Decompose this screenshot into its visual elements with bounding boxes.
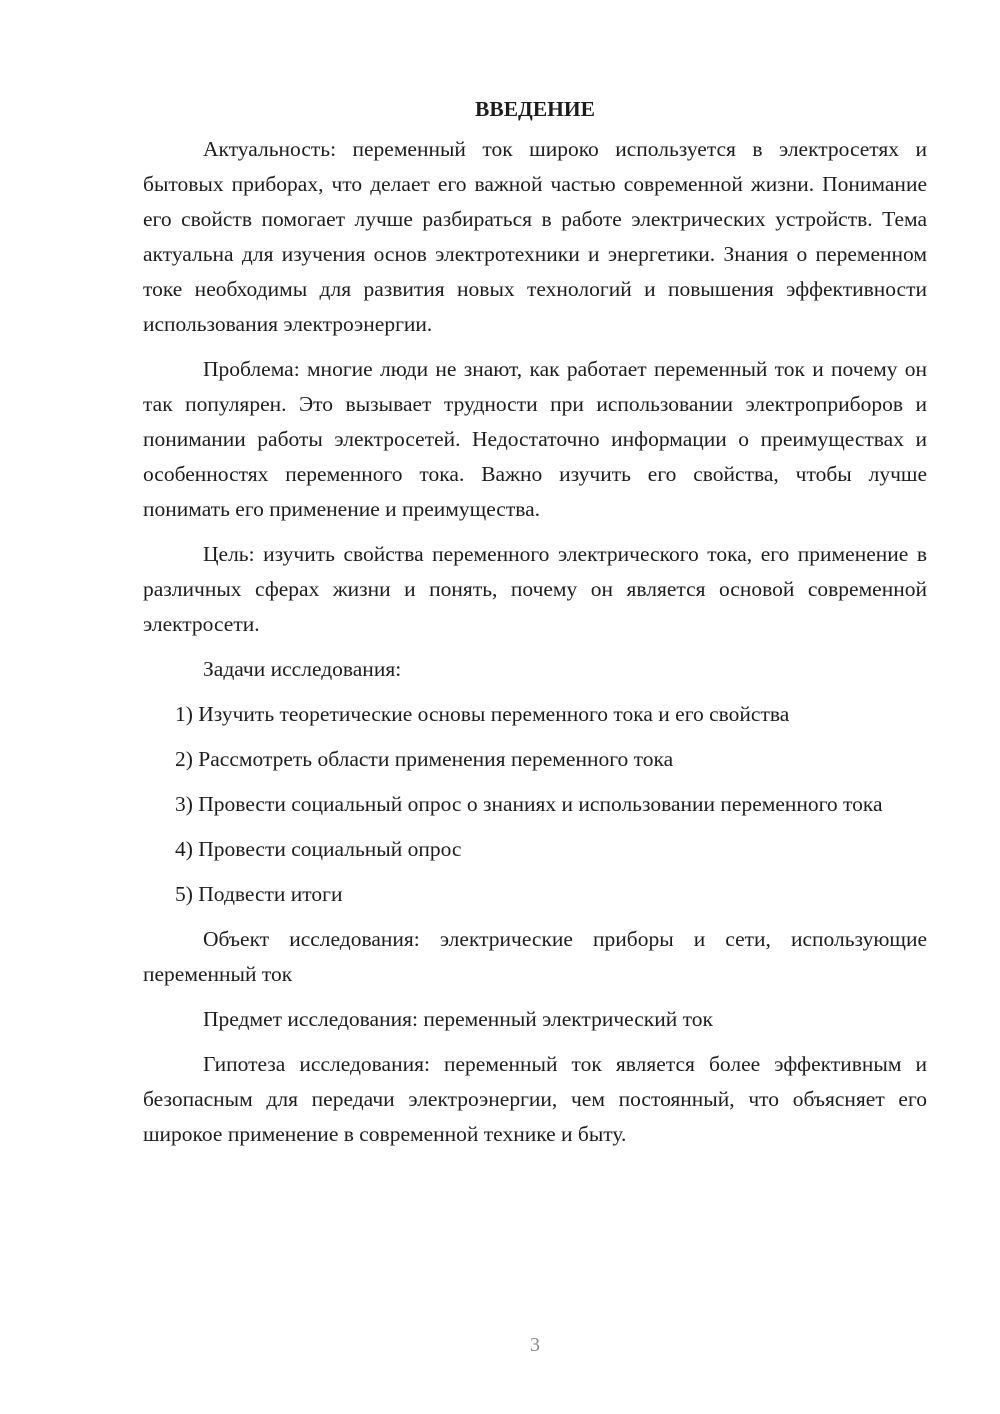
tasks-heading: Задачи исследования: <box>203 657 402 681</box>
goal-paragraph: Цель: изучить свойства переменного электрического тока, его применение в различных сферах жизни и понять, почему он является основой современной электросети. <box>143 542 927 636</box>
hypothesis-paragraph: Гипотеза исследования: переменный ток является более эффективным и безопасным для передачи электроэнергии, чем постоянный, что объясняет его широкое применение в современной технике и быту. <box>143 1052 927 1146</box>
problem-paragraph: Проблема: многие люди не знают, как работает переменный ток и почему он так популярен. Это вызывает трудности при использовании электроприборов и понимании работы электросетей. Недостаточно информации о преимуществах и особенностях переменного тока. Важно изучить его свойства, чтобы лучше понимать его применение и преимущества. <box>143 357 927 521</box>
task-item: 4) Провести социальный опрос <box>175 837 462 861</box>
subject-paragraph: Предмет исследования: переменный электрический ток <box>203 1007 713 1031</box>
document-page <box>143 92 927 1162</box>
section-title: ВВЕДЕНИЕ <box>475 97 595 121</box>
page-number: 3 <box>530 1334 540 1356</box>
relevance-paragraph: Актуальность: переменный ток широко используется в электросетях и бытовых приборах, что делает его важной частью современной жизни. Понимание его свойств помогает лучше разбираться в работе электрических устройств. Тема актуальна для изучения основ электротехники и энергетики. Знания о переменном токе необходимы для развития новых технологий и повышения эффективности использования электроэнергии. <box>143 137 927 336</box>
task-item: 1) Изучить теоретические основы переменного тока и его свойства <box>175 702 790 726</box>
task-item: 5) Подвести итоги <box>175 882 343 906</box>
object-paragraph: Объект исследования: электрические приборы и сети, использующие переменный ток <box>143 927 927 986</box>
task-item: 2) Рассмотреть области применения переменного тока <box>175 747 674 771</box>
task-item: 3) Провести социальный опрос о знаниях и использовании переменного тока <box>175 792 883 816</box>
